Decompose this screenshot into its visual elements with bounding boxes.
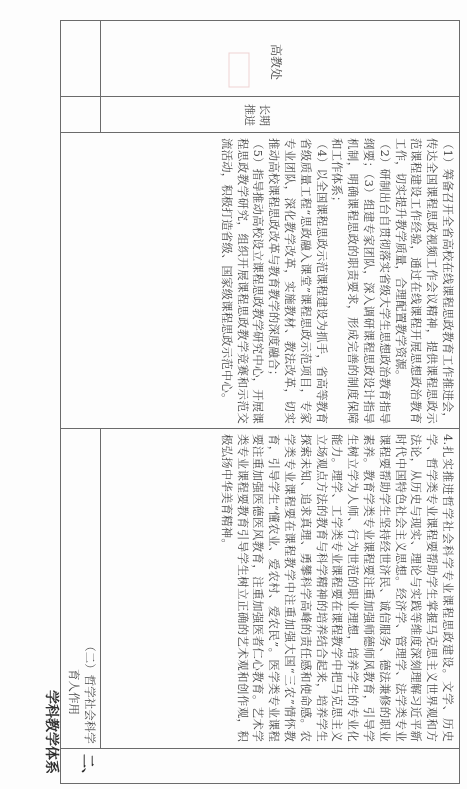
subsection-label: （二）哲学社会科学育人作用 [67, 640, 97, 744]
content-cell [65, 434, 455, 742]
column-divider [100, 20, 101, 132]
section-number: 二、 [79, 754, 95, 782]
measure-item: （5）指导推动高校设立课程思政教学研究中心，开展课程思政教学研究，组织开展课程思政教学竞赛和示范交流活动，积极打造省级、国家级课程思政示范中心。 [219, 138, 266, 424]
content-paragraph: 4.扎实推进哲学社会科学专业课程思政建设。文学、历史学、哲学类专业课程要帮助学生掌握马克思主义世界观和方法论，从历史与现实、理论与实践等维度深刻理解习近平新时代中国特色社会主义思想。经济学、管理学、法学类专业课程要帮助学生坚持经世济民、诚信服务、德法兼修的职业素养。教育学类专业课程要注重加强师德师风教育，引导学生树立学为人师、行为世范的职业理想，培养学生的专业化能力。理学、工学类专业课程要在课程教学中把马克思主义立场观点方法的教育与科学精神的培养结合起来，培养学生探索未知、追求真理、勇攀科学高峰的责任感和使命感。农学类专业课程要在课程教学中注重加强大国“三农”情怀教育，引导学生“懂农业、爱农村、爱农民”。医学类专业课程要注重加强医德医风教育，注重加强医者仁心教育。艺术学类专业课程要教育引导学生树立正确的艺术观和创作观，积极弘扬中华美育精神。 [219, 434, 455, 742]
measure-item: （1）筹备召开全省高校在线课程思政教育工作推进会，传达全国课程思政视频工作会议精神，提供课程思政示范课程建设工作经验，通过在线课程开展思想政治教育工作，切实提升教学质量，合理配置教学资源。 [393, 138, 455, 424]
subsection-cell [62, 640, 98, 744]
period-cell [242, 100, 272, 130]
owner-cell [260, 30, 284, 94]
period-label: 长期推进 [243, 104, 271, 126]
measure-item: （4）以全国课程思政示范课程建设为抓手，省高等教育省级质量工程“思政融入课堂”课程思政示范项目，专家专业团队，深化教学改革，实施教材、教法改革，切实推动高校课程思政改革与教育教学的深度融合； [267, 138, 329, 424]
section-title: 学科教学体系 [43, 690, 59, 774]
owner-label: 高教处 [269, 43, 283, 80]
row-divider [60, 748, 460, 749]
stamp-mark [226, 50, 252, 90]
row-divider [60, 132, 460, 133]
measures-cell [65, 138, 455, 424]
measure-item: （2）研制出台自贯彻落实省级大学生思想政治教育指导纲要；（3）组建专家团队，深入调研课程思政设计指导机制，明确课程思政的职责要求，形成完善的制度保障和工作体系； [330, 138, 392, 424]
section-cell [60, 752, 96, 784]
row-divider [60, 96, 460, 97]
row-divider [60, 428, 460, 429]
section-title-cell [40, 682, 60, 782]
